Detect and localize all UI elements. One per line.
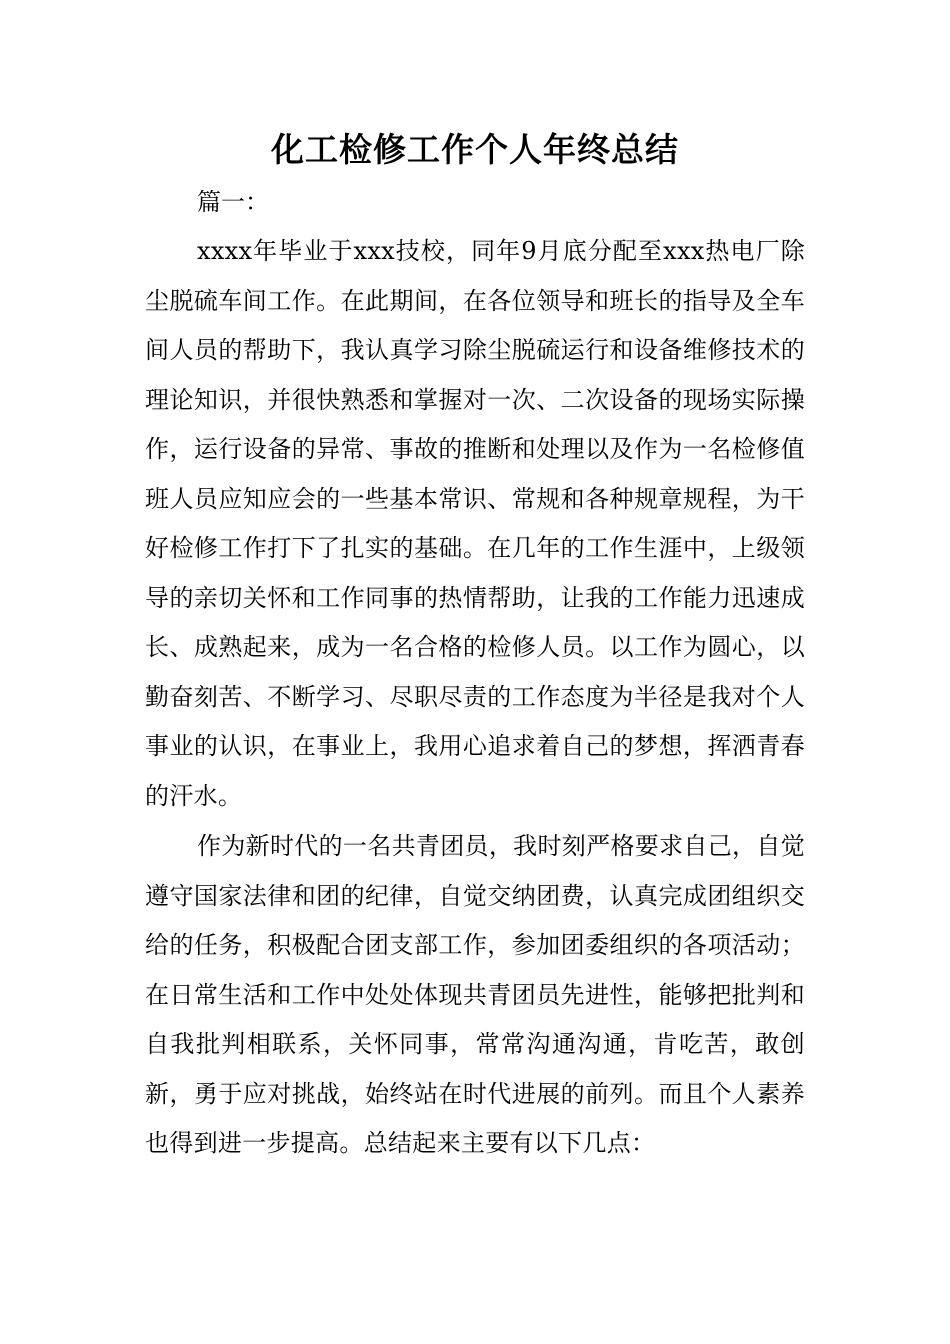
body-paragraph: 作为新时代的一名共青团员，我时刻严格要求自己，自觉遵守国家法律和团的纪律，自觉交纳团费，认真完成团组织交给的任务，积极配合团支部工作，参加团委组织的各项活动；在日常生活和工作中处处体现共青团员先进性，能够把批判和自我批判相联系，关怀同事，常常沟通沟通，肯吃苦，敢创新，勇于应对挑战，始终站在时代进展的前列。而且个人素养也得到进一步提高。总结起来主要有以下几点：: [145, 832, 805, 1157]
document-title: 化工检修工作个人年终总结: [271, 130, 679, 169]
body-paragraph: xxxx年毕业于xxx技校，同年9月底分配至xxx热电厂除尘脱硫车间工作。在此期间，在各位领导和班长的指导及全车间人员的帮助下，我认真学习除尘脱硫运行和设备维修技术的理论知识，并很快熟悉和掌握对一次、二次设备的现场实际操作，运行设备的异常、事故的推断和处理以及作为一名检修值班人员应知应会的一些基本常识、常规和各种规章规程，为干好检修工作打下了扎实的基础。在几年的工作生涯中，上级领导的亲切关怀和工作同事的热情帮助，让我的工作能力迅速成长、成熟起来，成为一名合格的检修人员。以工作为圆心，以勤奋刻苦、不断学习、尽职尽责的工作态度为半径是我对个人事业的认识，在事业上，我用心追求着自己的梦想，挥洒青春的汗水。: [145, 237, 805, 810]
section-label: 篇一：: [197, 188, 269, 216]
